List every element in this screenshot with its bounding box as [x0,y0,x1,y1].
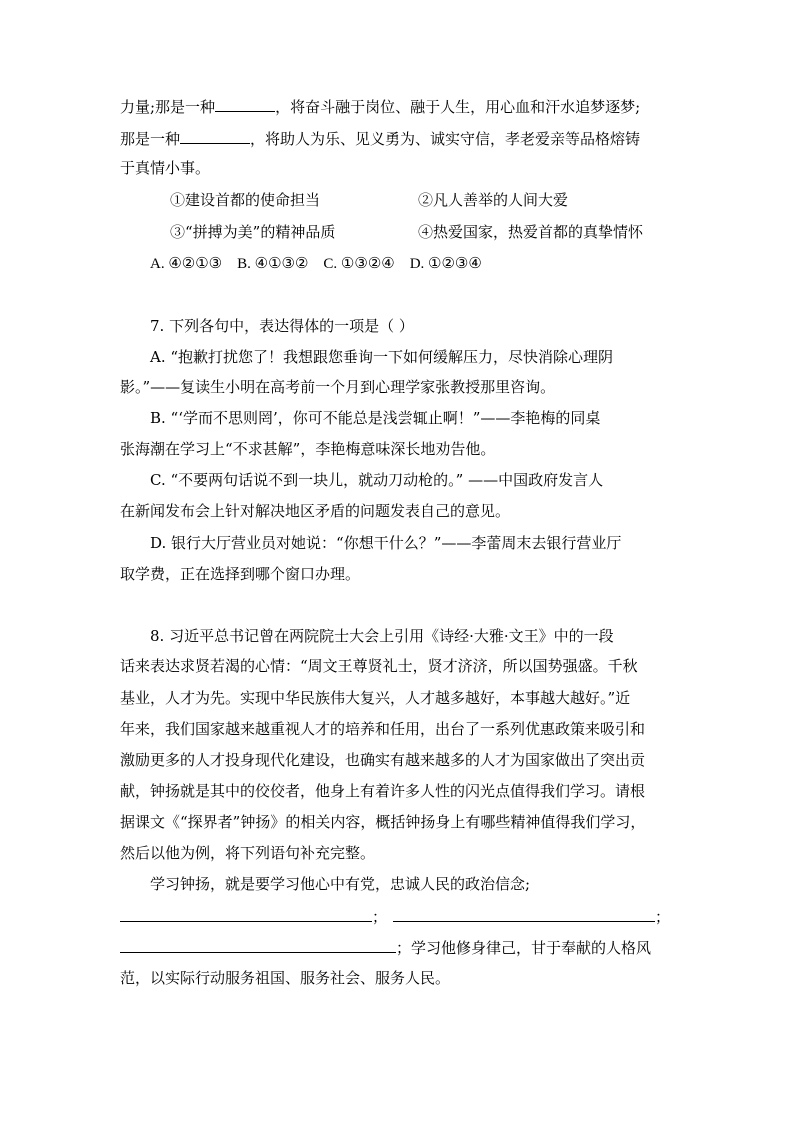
q7-option-d-line-2: 取学费，正在选择到哪个窗口办理。 [120,565,361,583]
q7-option-b-line-1: B. “‘学而不思则罔’，你可不能总是浅尝辄止啊！”——李艳梅的同桌 [150,409,601,427]
q8-line-5: 激励更多的人才投身现代化建设，也确实有越来越多的人才为国家做出了突出贡 [120,751,646,769]
q8-answer-blank-2[interactable] [393,906,655,922]
q6-item-4: ④热爱国家，热爱首都的真挚情怀 [418,223,644,241]
q6-line-3: 于真情小事。 [120,159,211,177]
q8-answer-blank-3[interactable] [120,937,396,953]
q8-line-6: 献，钟扬就是其中的佼佼者，他身上有着许多人性的闪光点值得我们学习。请根 [120,782,646,800]
q7-option-a-line-2: 影。”——复读生小明在高考前一个月到心理学家张教授那里咨询。 [120,378,556,396]
q6-line-1: 力量;那是一种 ，将奋斗融于岗位、融于人生，用心血和汗水追梦逐梦; [120,98,641,116]
q7-option-d-line-1: D. 银行大厅营业员对她说：“你想干什么？”——李蕾周末去银行营业厅 [150,534,622,552]
q8-line-4: 年来，我们国家越来越重视人才的培养和任用，出台了一系列优惠政策来吸引和 [120,720,646,738]
q6-blank-2[interactable] [180,128,250,144]
q8-line-1: 8. 习近平总书记曾在两院院士大会上引用《诗经·大雅·文王》中的一段 [150,627,614,645]
q8-answer-line-2: ；学习他修身律己，甘于奉献的人格风 [120,937,651,958]
q8-line-12: 范，以实际行动服务祖国、服务社会、服务人民。 [120,969,451,987]
q6-choices: A. ④②①③ B. ④①③② C. ①③②④ D. ①②③④ [150,256,482,272]
q8-line-2: 话来表达求贤若渴的心情：“周文王尊贤礼士，贤才济济，所以国势强盛。千秋 [120,657,638,675]
q8-line-7: 据课文《“探界者”钟扬》的相关内容，概括钟扬身上有哪些精神值得我们学习， [120,813,646,831]
q7-stem: 7. 下列各句中，表达得体的一项是（ ） [150,317,414,335]
q6-line-2: 那是一种 ，将助人为乐、见义勇为、诚实守信，孝老爱亲等品格熔铸 [120,130,641,148]
q8-answer-line-1: ； ； [120,906,670,927]
q7-option-c-line-1: C. “不要两句话说不到一块儿，就动刀动枪的。” ——中国政府发言人 [150,471,604,489]
q7-option-c-line-2: 在新闻发布会上针对解决地区矛盾的问题发表自己的意见。 [120,502,511,520]
q6-item-3: ③“拼搏为美”的精神品质 [170,223,336,241]
q6-item-2: ②凡人善举的人间大爱 [418,191,569,209]
q6-item-1: ①建设首都的使命担当 [170,191,321,209]
q8-answer-blank-1[interactable] [120,906,372,922]
q8-line-3: 基业，人才为先。实现中华民族伟大复兴，人才越多越好，本事越大越好。”近 [120,689,631,707]
q7-option-b-line-2: 张海潮在学习上“不求甚解”，李艳梅意味深长地劝告他。 [120,440,496,458]
q6-blank-1[interactable] [215,96,275,112]
q7-option-a-line-1: A. “抱歉打扰您了！我想跟您垂询一下如何缓解压力，尽快消除心理阴 [150,348,614,366]
q8-line-8: 然后以他为例，将下列语句补充完整。 [120,844,376,862]
q8-line-9: 学习钟扬，就是要学习他心中有党，忠诚人民的政治信念; [150,875,531,893]
